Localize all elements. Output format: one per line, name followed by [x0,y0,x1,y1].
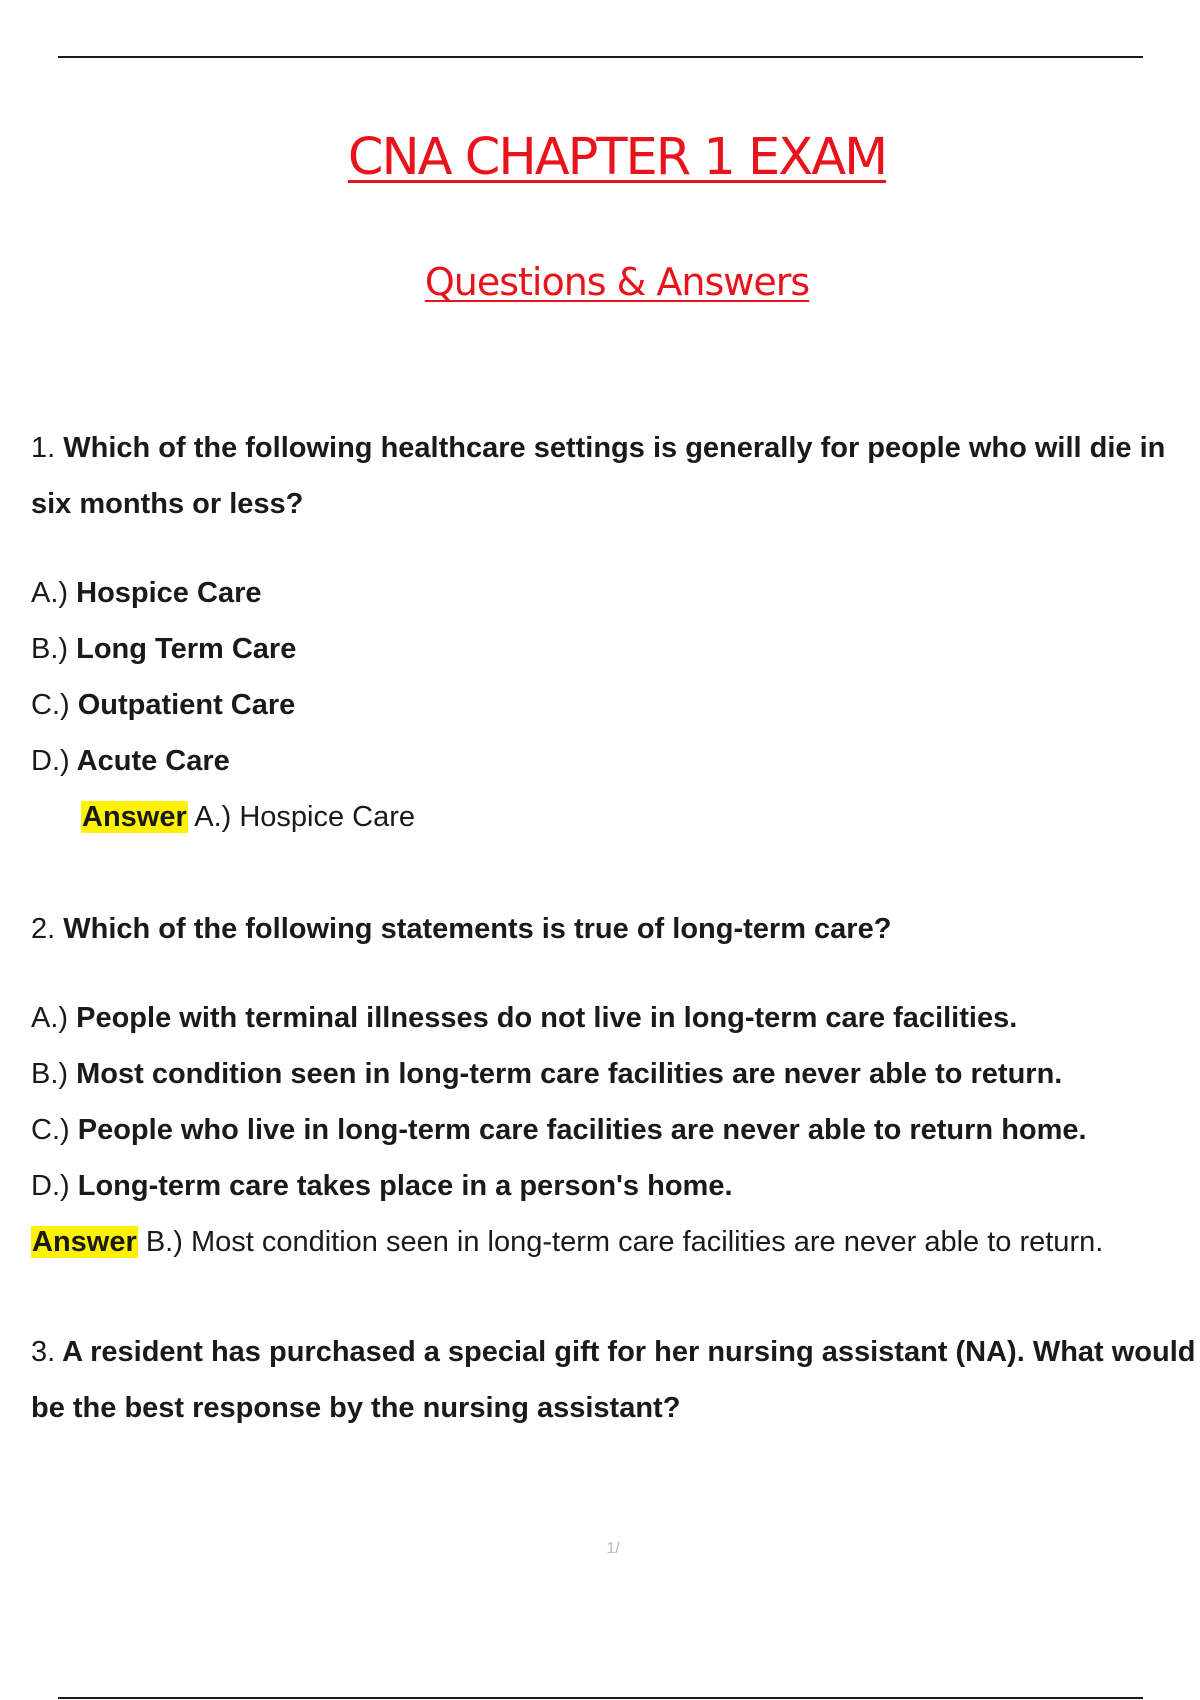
option-letter: D.) [31,1170,70,1202]
question-text: Which of the following healthcare settings is generally for people who will die in six months or less? [31,432,1166,520]
option-text: Long-term care takes place in a person's home. [77,1170,733,1202]
option-letter: B.) [31,633,69,665]
option-d [31,733,1200,789]
page-title [0,128,1200,187]
question-text: Which of the following statements is true of long-term care? [63,913,892,945]
answer-2 [31,1214,1200,1270]
question-3 [31,1324,1200,1436]
option-a [31,565,1200,621]
option-d [31,1158,1200,1214]
option-text: People who live in long-term care facilities are never able to return home. [77,1114,1087,1146]
option-letter: A.) [31,1002,69,1034]
option-text: Hospice Care [76,577,262,609]
answer-text: B.) Most condition seen in long-term care facilities are never able to return. [145,1226,1104,1258]
answer-text: A.) Hospice Care [194,801,416,833]
option-letter: B.) [31,1058,69,1090]
option-b [31,621,1200,677]
answer-label: Answer [82,801,187,833]
option-text: Long Term Care [76,633,297,665]
option-letter: A.) [31,577,69,609]
question-1 [31,420,1200,532]
option-letter: D.) [31,745,70,777]
option-text: People with terminal illnesses do not live in long-term care facilities. [76,1002,1018,1034]
question-text: A resident has purchased a special gift for her nursing assistant (NA). What would be the best response by the nursing assistant? [31,1336,1196,1424]
question-2 [31,901,1200,957]
option-text: Outpatient Care [77,689,296,721]
page-subtitle-text: Questions & Answers [424,260,810,304]
exam-content [31,420,1200,1436]
option-c [31,1102,1200,1158]
option-text: Acute Care [76,745,230,777]
option-text: Most condition seen in long-term care facilities are never able to return. [76,1058,1063,1090]
question-number: 2. [31,913,56,945]
option-b [31,1046,1200,1102]
question-number: 1. [31,432,56,464]
answer-1 [31,789,1200,845]
bottom-rule [58,1697,1143,1699]
option-letter: C.) [31,1114,70,1146]
top-rule [58,56,1143,58]
question-number: 3. [31,1336,56,1368]
page-number: 1/ [606,1540,620,1557]
option-a [31,990,1200,1046]
option-letter: C.) [31,689,70,721]
option-c [31,677,1200,733]
answer-label: Answer [32,1226,137,1258]
page-subtitle [0,260,1200,304]
page-title-text: CNA CHAPTER 1 EXAM [347,128,887,187]
